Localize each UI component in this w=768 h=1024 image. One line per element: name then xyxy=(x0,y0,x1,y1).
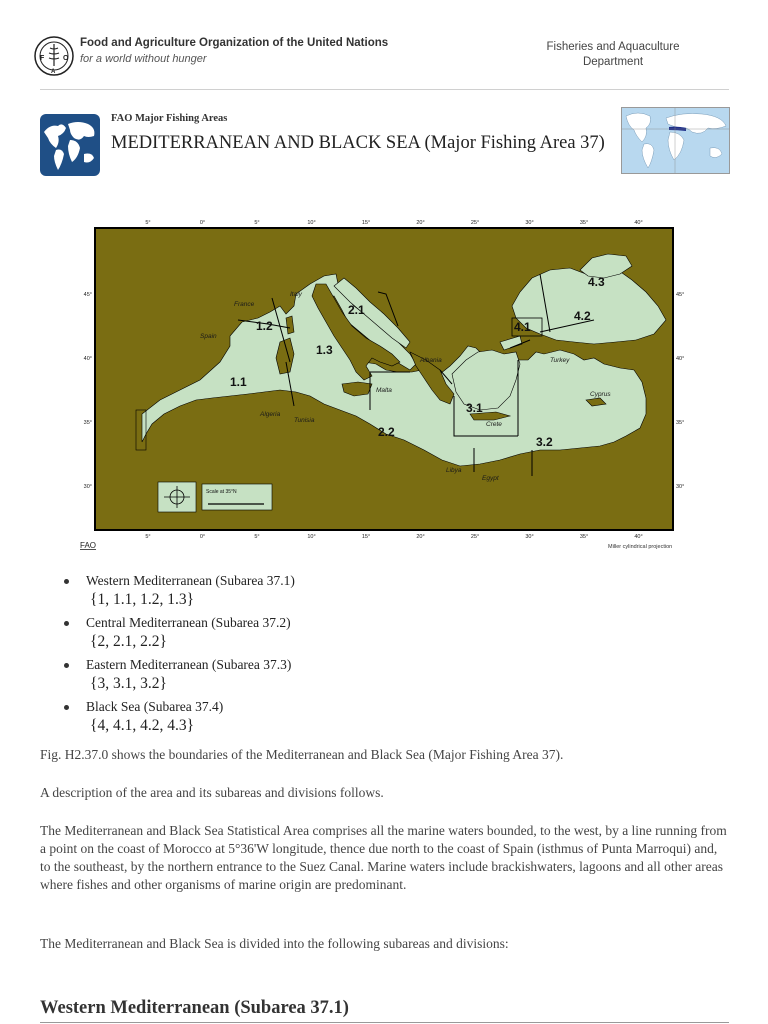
division-4-2-label: 4.2 xyxy=(574,309,591,323)
svg-text:A: A xyxy=(51,69,56,75)
list-item xyxy=(64,572,724,614)
subarea-list xyxy=(64,572,724,740)
section-kicker: FAO Major Fishing Areas xyxy=(111,113,228,124)
subarea-name: Central Mediterranean (Subarea 37.2) xyxy=(86,615,291,630)
subarea-name: Eastern Mediterranean (Subarea 37.3) xyxy=(86,657,292,672)
list-item xyxy=(64,614,724,656)
map-tick-left: 30° xyxy=(83,484,92,490)
header-divider xyxy=(40,89,729,90)
map-tick-top: 40° xyxy=(634,220,643,226)
map-tick-left: 35° xyxy=(83,420,92,426)
subarea-name: Black Sea (Subarea 37.4) xyxy=(86,699,224,714)
map-tick-bottom: 15° xyxy=(361,534,371,540)
map-tick-top: 25° xyxy=(470,220,480,226)
label-crete: Crete xyxy=(486,421,502,428)
bullet xyxy=(64,621,69,626)
subarea-codes: {4, 4.1, 4.2, 4.3} xyxy=(90,717,195,734)
map-tick-top: 10° xyxy=(307,220,316,226)
map-tick-bottom: 0° xyxy=(199,534,206,540)
division-2-2-label: 2.2 xyxy=(378,425,395,439)
label-cyprus: Cyprus xyxy=(590,391,611,398)
label-malta: Malta xyxy=(376,387,392,394)
label-turkey: Turkey xyxy=(550,357,570,364)
label-egypt: Egypt xyxy=(482,475,499,482)
department-link[interactable]: Fisheries and Aquaculture Department xyxy=(546,41,680,68)
division-2-1-label: 2.1 xyxy=(348,303,365,317)
label-tunisia: Tunisia xyxy=(294,417,315,424)
subarea-codes: {3, 3.1, 3.2} xyxy=(90,675,167,692)
map-tick-top: 5° xyxy=(254,220,260,226)
map-tick-right: 40° xyxy=(676,356,685,362)
division-4-1-label: 4.1 xyxy=(514,320,531,334)
map-tick-bottom: 10° xyxy=(307,534,316,540)
org-tagline: for a world without hunger xyxy=(80,53,207,65)
map-tick-right: 30° xyxy=(676,484,685,490)
subarea-codes: {2, 2.1, 2.2} xyxy=(90,633,167,650)
division-3-1-label: 3.1 xyxy=(466,401,483,415)
label-spain: Spain xyxy=(200,333,217,340)
fao-logo-icon[interactable] xyxy=(34,36,74,76)
map-tick-top: 0° xyxy=(199,220,206,226)
division-3-2-label: 3.2 xyxy=(536,435,553,449)
map-tick-left: 45° xyxy=(83,292,92,298)
map-tick-top: 15° xyxy=(361,220,371,226)
section-heading: Western Mediterranean (Subarea 37.1) xyxy=(40,998,349,1018)
org-name[interactable]: Food and Agriculture Organization of the United Nations xyxy=(80,37,389,49)
map-tick-top: 5° xyxy=(145,220,151,226)
list-item xyxy=(64,656,724,698)
map-projection: Miller cylindrical projection xyxy=(608,544,673,550)
division-1-2-label: 1.2 xyxy=(256,319,273,333)
label-italy: Italy xyxy=(290,291,302,298)
intro-paragraph: A description of the area and its subareas and divisions follows. xyxy=(40,785,384,800)
division-1-1-label: 1.1 xyxy=(230,375,247,389)
map-tick-bottom: 40° xyxy=(634,534,643,540)
svg-text:F: F xyxy=(40,55,45,62)
map-legend xyxy=(158,482,272,512)
section-divider xyxy=(40,1022,729,1023)
world-locator-map xyxy=(621,107,730,174)
divisions-intro: The Mediterranean and Black Sea is divided into the following subareas and divisions: xyxy=(40,936,509,951)
bullet xyxy=(64,705,69,710)
division-1-3-label: 1.3 xyxy=(316,343,333,357)
svg-text:O: O xyxy=(63,55,69,62)
map-tick-left: 40° xyxy=(83,356,92,362)
subarea-codes: {1, 1.1, 1.2, 1.3} xyxy=(90,591,195,608)
map-tick-bottom: 5° xyxy=(254,534,260,540)
division-4-3-label: 4.3 xyxy=(588,275,605,289)
subarea-name: Western Mediterranean (Subarea 37.1) xyxy=(86,573,295,588)
map-tick-bottom: 30° xyxy=(525,534,534,540)
map-tick-bottom: 35° xyxy=(579,534,589,540)
list-item xyxy=(64,698,724,740)
map-tick-right: 45° xyxy=(676,292,685,298)
page-header xyxy=(0,0,768,88)
map-tick-bottom: 20° xyxy=(416,534,425,540)
figure-caption: Fig. H2.37.0 shows the boundaries of the Mediterranean and Black Sea (Major Fishing Area 37). xyxy=(40,747,564,762)
label-algeria: Algeria xyxy=(260,411,281,418)
map-tick-bottom: 25° xyxy=(470,534,480,540)
map-tick-right: 35° xyxy=(676,420,685,426)
label-libya: Libya xyxy=(446,467,462,474)
globe-icon xyxy=(40,114,100,176)
map-tick-bottom: 5° xyxy=(145,534,151,540)
scale-label: Scale at 35°N xyxy=(206,489,237,495)
label-france: France xyxy=(234,301,255,308)
bullet xyxy=(64,579,69,584)
label-albania: Albania xyxy=(420,357,442,364)
area-description: The Mediterranean and Black Sea Statistical Area comprises all the marine waters bounded, to the west, by a line running from a point on the coast of Morocco at 5°36'W longitude, thence due north to the coast of Spain (isthmus of Punta Marroqui) and, to the southeast, by the northern entrance to the Suez Canal. Marine waters include brackishwaters, lagoons and all other areas where fishes and other organisms of marine origin are predominant. xyxy=(40,823,727,892)
map-credit[interactable]: FAO xyxy=(80,541,97,550)
map-tick-top: 30° xyxy=(525,220,534,226)
map-tick-top: 35° xyxy=(579,220,589,226)
bullet xyxy=(64,663,69,668)
page-title: MEDITERRANEAN AND BLACK SEA (Major Fishing Area 37) xyxy=(111,133,605,153)
fishing-area-map xyxy=(80,214,688,554)
map-tick-top: 20° xyxy=(416,220,425,226)
